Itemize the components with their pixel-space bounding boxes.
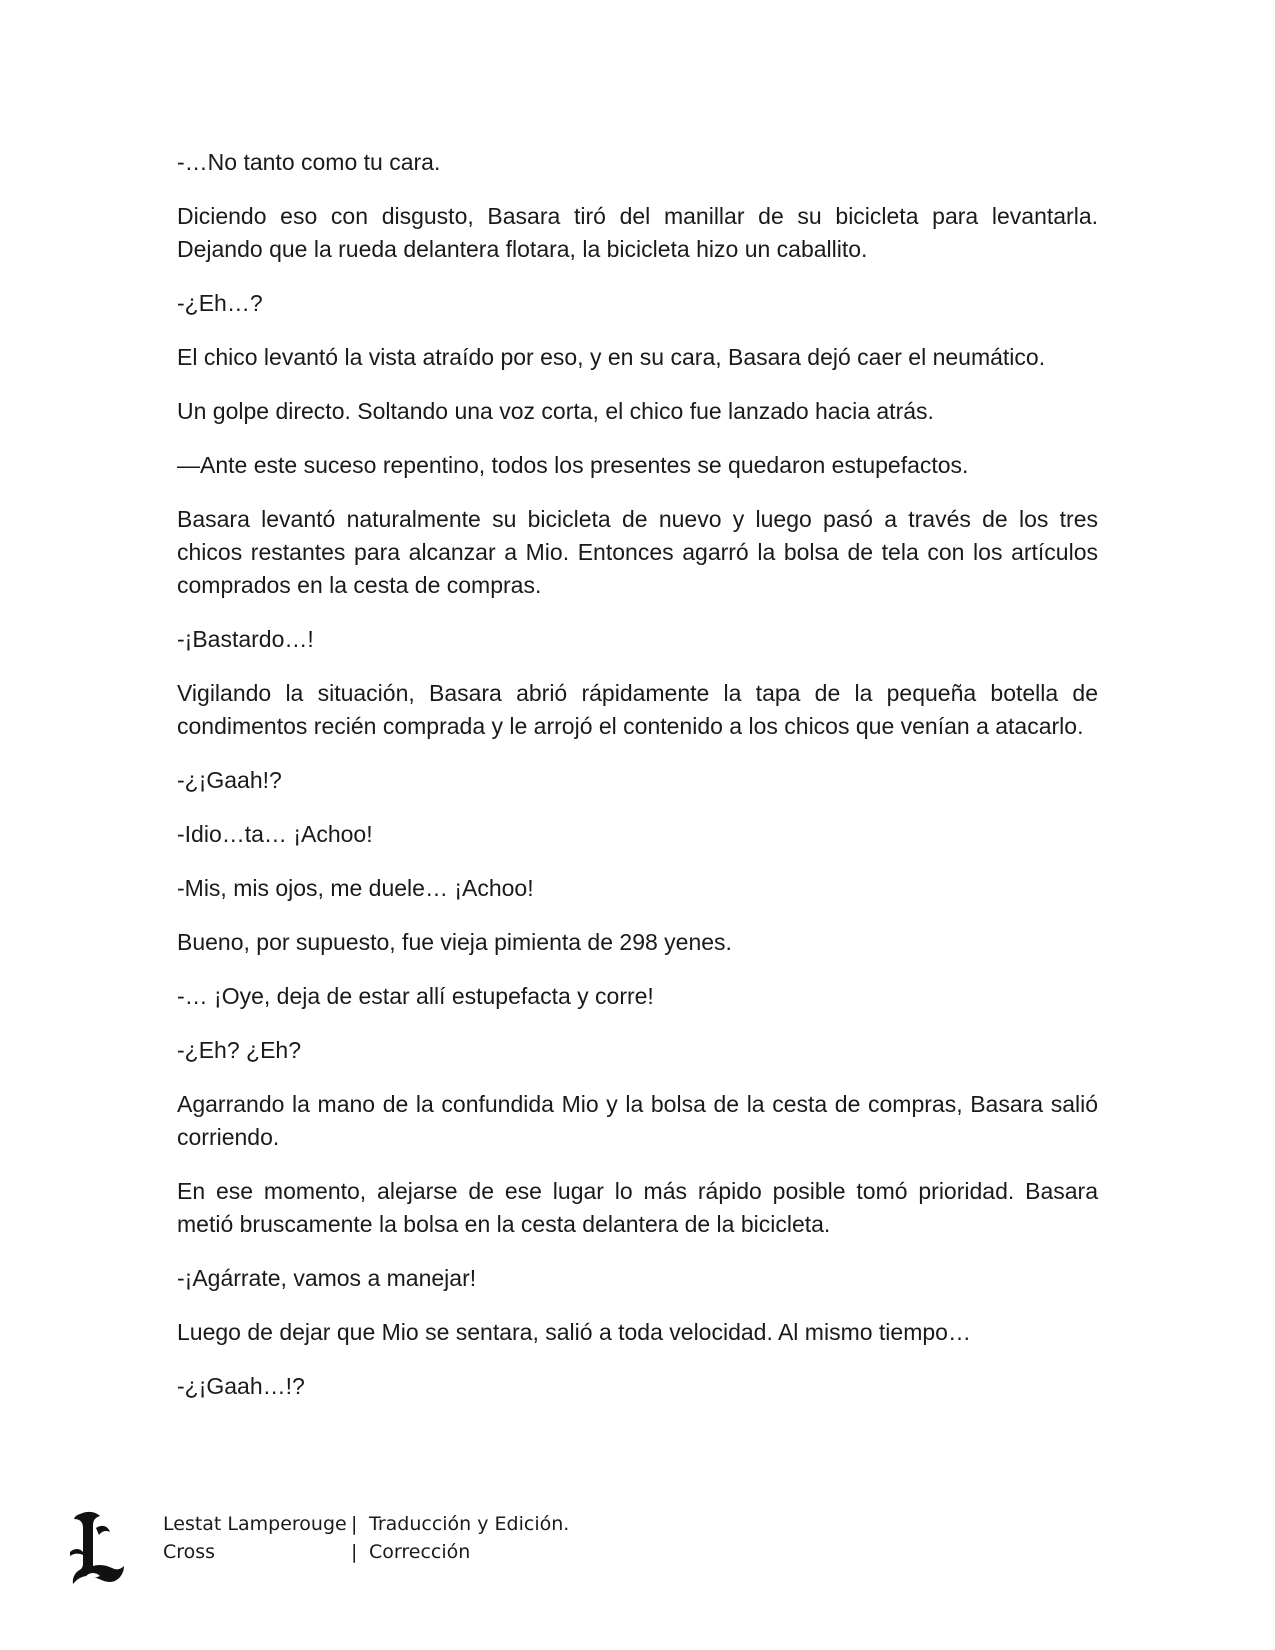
gothic-letter-l-logo-icon (66, 1508, 128, 1588)
page-body (177, 146, 1098, 1424)
paragraph: Vigilando la situación, Basara abrió rápidamente la tapa de la pequeña botella de condimentos recién comprada y le arrojó el contenido a los chicos que venían a atacarlo. (177, 680, 1098, 739)
paragraph: Luego de dejar que Mio se sentara, salió a toda velocidad. Al mismo tiempo… (177, 1319, 971, 1345)
paragraph: -¿Eh…? (177, 290, 263, 316)
paragraph: En ese momento, alejarse de ese lugar lo más rápido posible tomó prioridad. Basara metió bruscamente la bolsa en la cesta delantera de la bicicleta. (177, 1178, 1098, 1237)
paragraph: —Ante este suceso repentino, todos los presentes se quedaron estupefactos. (177, 452, 969, 478)
credits (163, 1510, 569, 1566)
paragraph: -¿¡Gaah…!? (177, 1373, 305, 1399)
paragraph: -Idio…ta… ¡Achoo! (177, 821, 373, 847)
credit-name: Lestat Lamperouge (163, 1513, 347, 1535)
credit-row (163, 1538, 569, 1566)
credit-name: Cross (163, 1541, 216, 1563)
paragraph: -… ¡Oye, deja de estar allí estupefacta y corre! (177, 983, 654, 1009)
page-footer (66, 1508, 766, 1588)
credit-separator: | (351, 1541, 358, 1563)
paragraph: -Mis, mis ojos, me duele… ¡Achoo! (177, 875, 534, 901)
paragraph: -¿Eh? ¿Eh? (177, 1037, 301, 1063)
paragraph: Basara levantó naturalmente su bicicleta de nuevo y luego pasó a través de los tres chicos restantes para alcanzar a Mio. Entonces agarró la bolsa de tela con los artículos comprados en la cesta de compras. (177, 506, 1098, 598)
paragraph: -¡Agárrate, vamos a manejar! (177, 1265, 477, 1291)
credit-row (163, 1510, 569, 1538)
paragraph: -¡Bastardo…! (177, 626, 314, 652)
paragraph: Bueno, por supuesto, fue vieja pimienta de 298 yenes. (177, 929, 732, 955)
paragraph: Agarrando la mano de la confundida Mio y la bolsa de la cesta de compras, Basara salió corriendo. (177, 1091, 1098, 1150)
paragraph: Diciendo eso con disgusto, Basara tiró del manillar de su bicicleta para levantarla. Dejando que la rueda delantera flotara, la bicicleta hizo un caballito. (177, 203, 1098, 262)
paragraph: Un golpe directo. Soltando una voz corta, el chico fue lanzado hacia atrás. (177, 398, 934, 424)
credit-role: Traducción y Edición. (369, 1513, 570, 1535)
credit-role: Corrección (369, 1541, 471, 1563)
paragraph: El chico levantó la vista atraído por eso, y en su cara, Basara dejó caer el neumático. (177, 344, 1046, 370)
paragraph: -…No tanto como tu cara. (177, 149, 441, 175)
paragraph: -¿¡Gaah!? (177, 767, 282, 793)
credit-separator: | (351, 1513, 358, 1535)
